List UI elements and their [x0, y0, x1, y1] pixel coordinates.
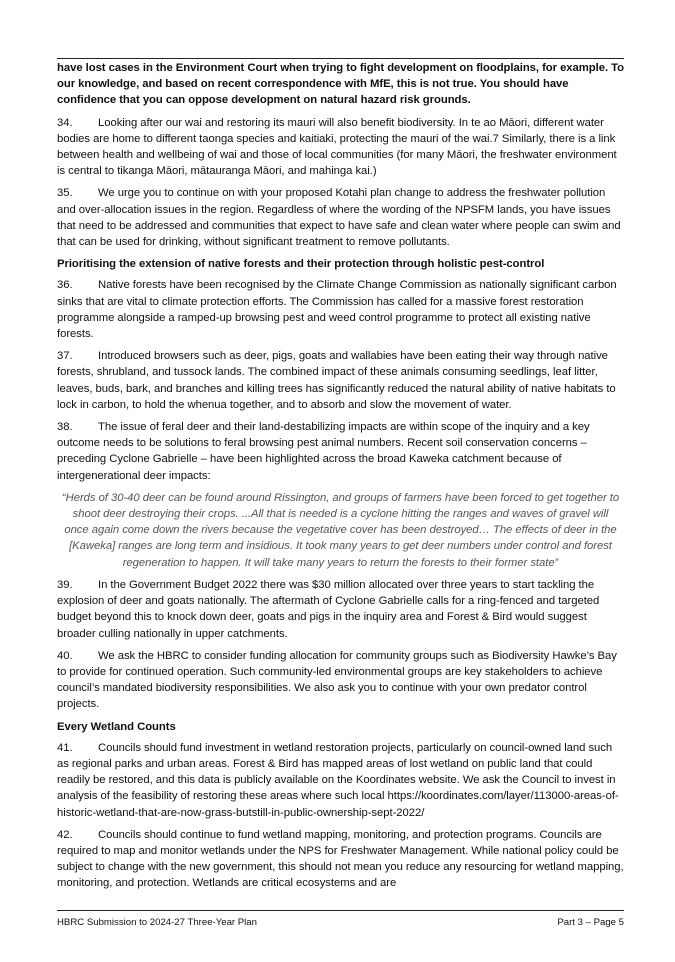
paragraph-text: Introduced browsers such as deer, pigs, goats and wallabies have been eating their way through native forests, shrubland, and tussock lands. The combined impact of these animals consuming seedlings, leaf litter, leaves, buds, bark, and branches and killing trees has significantly reduced the natural ability of native habitats to lock in carbon, to hold the whenua together, and to absorb and slow the movement of water. [57, 350, 616, 411]
header-divider [57, 58, 624, 59]
paragraph-37 [57, 348, 624, 413]
footer-divider [57, 910, 624, 911]
paragraph-number: 34. [57, 116, 73, 129]
section-heading-forests: Prioritising the extension of native forests and their protection through holistic pest-control [57, 258, 545, 271]
paragraph-number: 42. [57, 828, 73, 841]
paragraph-number: 41. [57, 741, 73, 754]
paragraph-number: 38. [57, 421, 73, 434]
paragraph-36 [57, 277, 624, 342]
paragraph-42 [57, 827, 624, 892]
paragraph-text: We ask the HBRC to consider funding allocation for community groups such as Biodiversity Hawke’s Bay to provide for continued operation. Such community-led environmental groups are key stakeholders to achieve council’s mandated biodiversity responsibilities. We also ask you to continue with your own predator control projects. [57, 649, 617, 711]
section-heading-wetland: Every Wetland Counts [57, 720, 176, 733]
paragraph-text: Native forests have been recognised by the Climate Change Commission as nationally significant carbon sinks that are vital to climate protection efforts. The Commission has called for a massive forest restoration programme alongside a ramped-up browsing pest and weed control programme to protect all existing native forests. [57, 279, 617, 341]
document-body [57, 60, 624, 898]
paragraph-35 [57, 185, 624, 250]
footer-page-number: Part 3 – Page 5 [557, 917, 624, 928]
paragraph-40 [57, 648, 624, 713]
footer-title: HBRC Submission to 2024-27 Three-Year Plan [57, 917, 257, 928]
paragraph-text: Councils should continue to fund wetland mapping, monitoring, and protection programs. Councils are required to map and monitor wetlands under the NPS for Freshwater Management. While national policy could be subject to change with the new government, this should not mean you reduce any resourcing for wetland mapping, monitoring, and protection. Wetlands are critical ecosystems and are [57, 828, 624, 890]
paragraph-34 [57, 115, 624, 180]
paragraph-39 [57, 577, 624, 642]
paragraph-text: We urge you to continue on with your proposed Kotahi plan change to address the freshwater pollution and over-allocation issues in the region. Regardless of where the wording of the NPSFM lands, you have issues that need to be addressed and communities that expect to have safe and clean water where people can swim and that can be used for drinking, without significant treatment to remove pollutants. [57, 187, 621, 249]
paragraph-text: Looking after our wai and restoring its mauri will also benefit biodiversity. In te ao Māori, different water bodies are home to different taonga species and kaitiaki, protecting the mauri of the wai.7 Similarly, there is a link between health and wellbeing of wai and those of local communities (for many Māori, the freshwater environment is central to tikanga Māori, mātauranga Māori, and mahinga kai.) [57, 116, 617, 178]
paragraph-number: 39. [57, 578, 73, 591]
paragraph-number: 37. [57, 350, 73, 363]
paragraph-38 [57, 419, 624, 484]
paragraph-text: The issue of feral deer and their land-destabilizing impacts are within scope of the inquiry and a key outcome needs to be solutions to feral browsing pest animal numbers. Recent soil conservation concerns – preceding Cyclone Gabrielle – have been highlighted across the broad Kaweka catchment because of intergenerational deer impacts: [57, 421, 590, 482]
intro-paragraph: have lost cases in the Environment Court when trying to fight development on floodplains, for example. To our knowledge, and based on recent correspondence with MfE, this is not true. You should have confidence that you can oppose development on natural hazard risk grounds. [57, 62, 624, 107]
paragraph-number: 36. [57, 279, 73, 292]
paragraph-text: Councils should fund investment in wetland restoration projects, particularly on council-owned land such as regional parks and urban areas. Forest & Bird has mapped areas of lost wetland on public land that could readily be restored, and this data is publicly available on the Koordinates website. We ask the Council to invest in analysis of the feasibility of restoring these areas where such local https://koordinates.com/layer/113000-areas-of-historic-wetland-that-are-now-grass-butstill-in-public-ownership-sept-2022/ [57, 741, 619, 819]
paragraph-number: 40. [57, 649, 73, 662]
paragraph-text: In the Government Budget 2022 there was $30 million allocated over three years to start tackling the explosion of deer and goats nationally. The aftermath of Cyclone Gabrielle calls for a ring-fenced and targeted budget beyond this to knock down deer, goats and pigs in the inquiry area and Forest & Bird would suggest broader culling nationally in upper catchments. [57, 578, 600, 640]
block-quote: “Herds of 30-40 deer can be found around Rissington, and groups of farmers have been forced to get together to shoot deer destroying their crops. ...All that is needed is a cyclone hitting the ranges and waves of gravel will once again come down the rivers because the vegetative cover has been destroyed… The effects of deer in the [Kaweka] ranges are long term and insidious. It took many years to get deer numbers under control and forest regeneration to happen. It will take many years to return the forests to their former state” [61, 491, 620, 569]
paragraph-41 [57, 740, 624, 821]
paragraph-number: 35. [57, 187, 73, 200]
